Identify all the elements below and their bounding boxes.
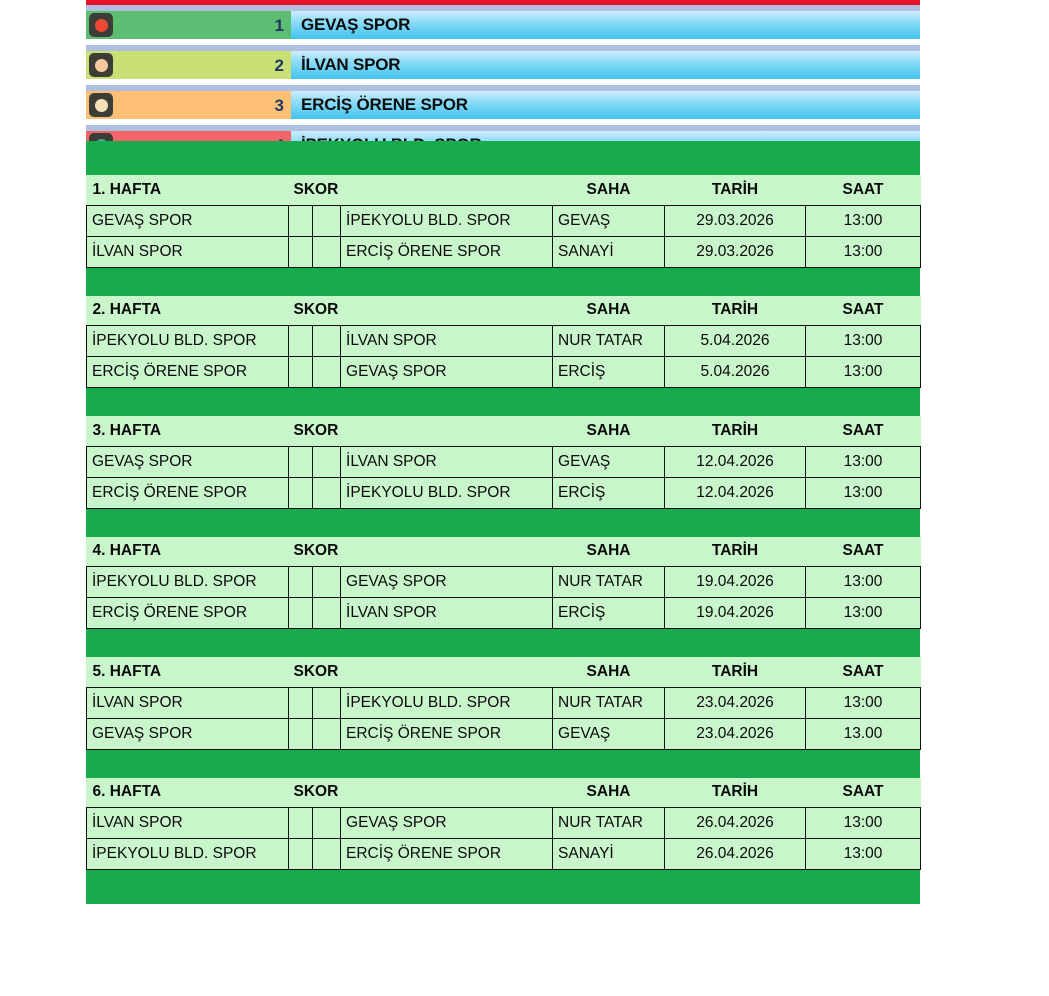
section-divider-band — [86, 629, 920, 657]
away-score-cell[interactable] — [313, 236, 341, 267]
fixture-row[interactable] — [87, 357, 921, 388]
home-score-cell[interactable] — [289, 236, 313, 267]
status-dot-icon — [95, 99, 108, 112]
away-score-cell[interactable] — [313, 839, 341, 870]
week-fixtures-table — [86, 778, 921, 871]
fixture-row[interactable] — [87, 446, 921, 477]
away-team-cell: İLVAN SPOR — [341, 446, 553, 477]
team-status-icon — [89, 13, 113, 37]
home-team-cell: İLVAN SPOR — [87, 236, 289, 267]
week-block — [86, 416, 920, 509]
home-team-cell: ERCİŞ ÖRENE SPOR — [87, 477, 289, 508]
column-header-skor: SKOR — [289, 175, 341, 205]
column-header-saha: SAHA — [553, 778, 665, 808]
column-header-saha: SAHA — [553, 416, 665, 446]
fixtures-header-row — [87, 778, 921, 808]
saha-cell: NUR TATAR — [553, 808, 665, 839]
fixture-row[interactable] — [87, 598, 921, 629]
home-score-cell[interactable] — [289, 598, 313, 629]
away-score-cell[interactable] — [313, 687, 341, 718]
section-divider-band — [86, 268, 920, 296]
column-header-away-blank — [341, 657, 553, 687]
column-header-tarih: TARİH — [665, 296, 806, 326]
home-score-cell[interactable] — [289, 718, 313, 749]
column-header-saat: SAAT — [806, 657, 921, 687]
saat-cell: 13:00 — [806, 357, 921, 388]
column-header-away-blank — [341, 778, 553, 808]
away-team-cell: İLVAN SPOR — [341, 598, 553, 629]
saha-cell: SANAYİ — [553, 236, 665, 267]
week-fixtures-table — [86, 537, 921, 630]
standings-row[interactable] — [86, 51, 920, 79]
saha-cell: SANAYİ — [553, 839, 665, 870]
fixture-row[interactable] — [87, 839, 921, 870]
fixtures-header-row — [87, 537, 921, 567]
team-name-banner[interactable] — [291, 51, 920, 79]
fixtures-header-row — [87, 296, 921, 326]
home-team-cell: GEVAŞ SPOR — [87, 446, 289, 477]
column-header-skor: SKOR — [289, 296, 341, 326]
team-rank-number: 1 — [274, 15, 284, 35]
saat-cell: 13:00 — [806, 326, 921, 357]
week-title: 5. HAFTA — [87, 657, 289, 687]
column-header-saha: SAHA — [553, 175, 665, 205]
team-color-swatch — [86, 91, 291, 119]
week-fixtures-table — [86, 296, 921, 389]
team-color-swatch — [86, 11, 291, 39]
home-team-cell: İPEKYOLU BLD. SPOR — [87, 326, 289, 357]
tarih-cell: 23.04.2026 — [665, 687, 806, 718]
saha-cell: ERCİŞ — [553, 598, 665, 629]
home-score-cell[interactable] — [289, 357, 313, 388]
home-team-cell: İLVAN SPOR — [87, 808, 289, 839]
away-score-cell[interactable] — [313, 567, 341, 598]
home-score-cell[interactable] — [289, 687, 313, 718]
away-score-cell[interactable] — [313, 357, 341, 388]
home-team-cell: İPEKYOLU BLD. SPOR — [87, 567, 289, 598]
column-header-away-blank — [341, 296, 553, 326]
week-fixtures-table — [86, 175, 921, 268]
away-score-cell[interactable] — [313, 446, 341, 477]
fixtures-header-row — [87, 416, 921, 446]
column-header-skor: SKOR — [289, 657, 341, 687]
column-header-saat: SAAT — [806, 416, 921, 446]
column-header-saha: SAHA — [553, 296, 665, 326]
tarih-cell: 5.04.2026 — [665, 357, 806, 388]
section-divider-band — [86, 750, 920, 778]
fixture-row[interactable] — [87, 687, 921, 718]
week-fixtures-table — [86, 416, 921, 509]
column-header-away-blank — [341, 416, 553, 446]
column-header-skor: SKOR — [289, 537, 341, 567]
weeks-container — [86, 141, 920, 904]
saat-cell: 13:00 — [806, 236, 921, 267]
fixture-row[interactable] — [87, 567, 921, 598]
away-team-cell: GEVAŞ SPOR — [341, 357, 553, 388]
column-header-saha: SAHA — [553, 657, 665, 687]
column-header-skor: SKOR — [289, 778, 341, 808]
saat-cell: 13:00 — [806, 687, 921, 718]
team-name-label: ERCİŞ ÖRENE SPOR — [301, 95, 468, 114]
column-header-tarih: TARİH — [665, 778, 806, 808]
away-score-cell[interactable] — [313, 808, 341, 839]
saha-cell: ERCİŞ — [553, 357, 665, 388]
saat-cell: 13:00 — [806, 567, 921, 598]
home-team-cell: ERCİŞ ÖRENE SPOR — [87, 598, 289, 629]
tarih-cell: 26.04.2026 — [665, 808, 806, 839]
column-header-away-blank — [341, 537, 553, 567]
away-team-cell: İLVAN SPOR — [341, 326, 553, 357]
tarih-cell: 29.03.2026 — [665, 205, 806, 236]
team-name-label: GEVAŞ SPOR — [301, 15, 411, 34]
away-team-cell: İPEKYOLU BLD. SPOR — [341, 205, 553, 236]
tarih-cell: 26.04.2026 — [665, 839, 806, 870]
home-score-cell[interactable] — [289, 477, 313, 508]
saat-cell: 13:00 — [806, 839, 921, 870]
column-header-saat: SAAT — [806, 778, 921, 808]
tarih-cell: 19.04.2026 — [665, 598, 806, 629]
saat-cell: 13.00 — [806, 718, 921, 749]
home-team-cell: İPEKYOLU BLD. SPOR — [87, 839, 289, 870]
home-team-cell: GEVAŞ SPOR — [87, 205, 289, 236]
home-score-cell[interactable] — [289, 839, 313, 870]
away-team-cell: ERCİŞ ÖRENE SPOR — [341, 718, 553, 749]
section-divider-band — [86, 870, 920, 904]
away-team-cell: ERCİŞ ÖRENE SPOR — [341, 839, 553, 870]
away-score-cell[interactable] — [313, 598, 341, 629]
away-team-cell: İPEKYOLU BLD. SPOR — [341, 477, 553, 508]
saat-cell: 13:00 — [806, 477, 921, 508]
week-title: 6. HAFTA — [87, 778, 289, 808]
saha-cell: GEVAŞ — [553, 446, 665, 477]
saha-cell: NUR TATAR — [553, 326, 665, 357]
week-title: 3. HAFTA — [87, 416, 289, 446]
week-title: 2. HAFTA — [87, 296, 289, 326]
away-score-cell[interactable] — [313, 205, 341, 236]
fixture-row[interactable] — [87, 326, 921, 357]
column-header-saat: SAAT — [806, 296, 921, 326]
away-team-cell: GEVAŞ SPOR — [341, 567, 553, 598]
team-name-banner[interactable] — [291, 91, 920, 119]
tarih-cell: 23.04.2026 — [665, 718, 806, 749]
home-score-cell[interactable] — [289, 567, 313, 598]
week-block — [86, 296, 920, 389]
team-status-icon — [89, 53, 113, 77]
fixture-row[interactable] — [87, 808, 921, 839]
column-header-saat: SAAT — [806, 175, 921, 205]
saha-cell: GEVAŞ — [553, 205, 665, 236]
week-title: 4. HAFTA — [87, 537, 289, 567]
saat-cell: 13:00 — [806, 446, 921, 477]
away-team-cell: ERCİŞ ÖRENE SPOR — [341, 236, 553, 267]
team-rank-number: 3 — [274, 95, 284, 115]
fixture-row[interactable] — [87, 205, 921, 236]
section-divider-band — [86, 509, 920, 537]
fixture-row[interactable] — [87, 236, 921, 267]
column-header-saha: SAHA — [553, 537, 665, 567]
team-name-banner[interactable] — [291, 11, 920, 39]
fixtures-header-row — [87, 175, 921, 205]
saat-cell: 13:00 — [806, 205, 921, 236]
home-score-cell[interactable] — [289, 205, 313, 236]
saha-cell: NUR TATAR — [553, 687, 665, 718]
home-team-cell: GEVAŞ SPOR — [87, 718, 289, 749]
saha-cell: GEVAŞ — [553, 718, 665, 749]
saha-cell: ERCİŞ — [553, 477, 665, 508]
column-header-tarih: TARİH — [665, 175, 806, 205]
home-score-cell[interactable] — [289, 326, 313, 357]
week-block — [86, 175, 920, 268]
week-title: 1. HAFTA — [87, 175, 289, 205]
tarih-cell: 19.04.2026 — [665, 567, 806, 598]
fixtures-header-row — [87, 657, 921, 687]
home-score-cell[interactable] — [289, 446, 313, 477]
standings-row[interactable] — [86, 11, 920, 39]
away-team-cell: İPEKYOLU BLD. SPOR — [341, 687, 553, 718]
away-score-cell[interactable] — [313, 718, 341, 749]
saat-cell: 13:00 — [806, 598, 921, 629]
tarih-cell: 12.04.2026 — [665, 477, 806, 508]
tarih-cell: 5.04.2026 — [665, 326, 806, 357]
column-header-tarih: TARİH — [665, 657, 806, 687]
week-block — [86, 537, 920, 630]
week-block — [86, 778, 920, 871]
team-color-swatch — [86, 51, 291, 79]
tarih-cell: 12.04.2026 — [665, 446, 806, 477]
away-team-cell: GEVAŞ SPOR — [341, 808, 553, 839]
column-header-saat: SAAT — [806, 537, 921, 567]
home-team-cell: ERCİŞ ÖRENE SPOR — [87, 357, 289, 388]
fixture-row[interactable] — [87, 718, 921, 749]
status-dot-icon — [95, 59, 108, 72]
team-rank-number: 2 — [274, 55, 284, 75]
section-divider-band — [86, 388, 920, 416]
section-divider-band — [86, 141, 920, 175]
week-fixtures-table — [86, 657, 921, 750]
home-team-cell: İLVAN SPOR — [87, 687, 289, 718]
home-score-cell[interactable] — [289, 808, 313, 839]
saha-cell: NUR TATAR — [553, 567, 665, 598]
saat-cell: 13:00 — [806, 808, 921, 839]
column-header-skor: SKOR — [289, 416, 341, 446]
standings-row[interactable] — [86, 91, 920, 119]
tarih-cell: 29.03.2026 — [665, 236, 806, 267]
away-score-cell[interactable] — [313, 477, 341, 508]
team-status-icon — [89, 93, 113, 117]
away-score-cell[interactable] — [313, 326, 341, 357]
fixture-row[interactable] — [87, 477, 921, 508]
column-header-tarih: TARİH — [665, 416, 806, 446]
status-dot-icon — [95, 19, 108, 32]
column-header-tarih: TARİH — [665, 537, 806, 567]
column-header-away-blank — [341, 175, 553, 205]
week-block — [86, 657, 920, 750]
team-name-label: İLVAN SPOR — [301, 55, 401, 74]
